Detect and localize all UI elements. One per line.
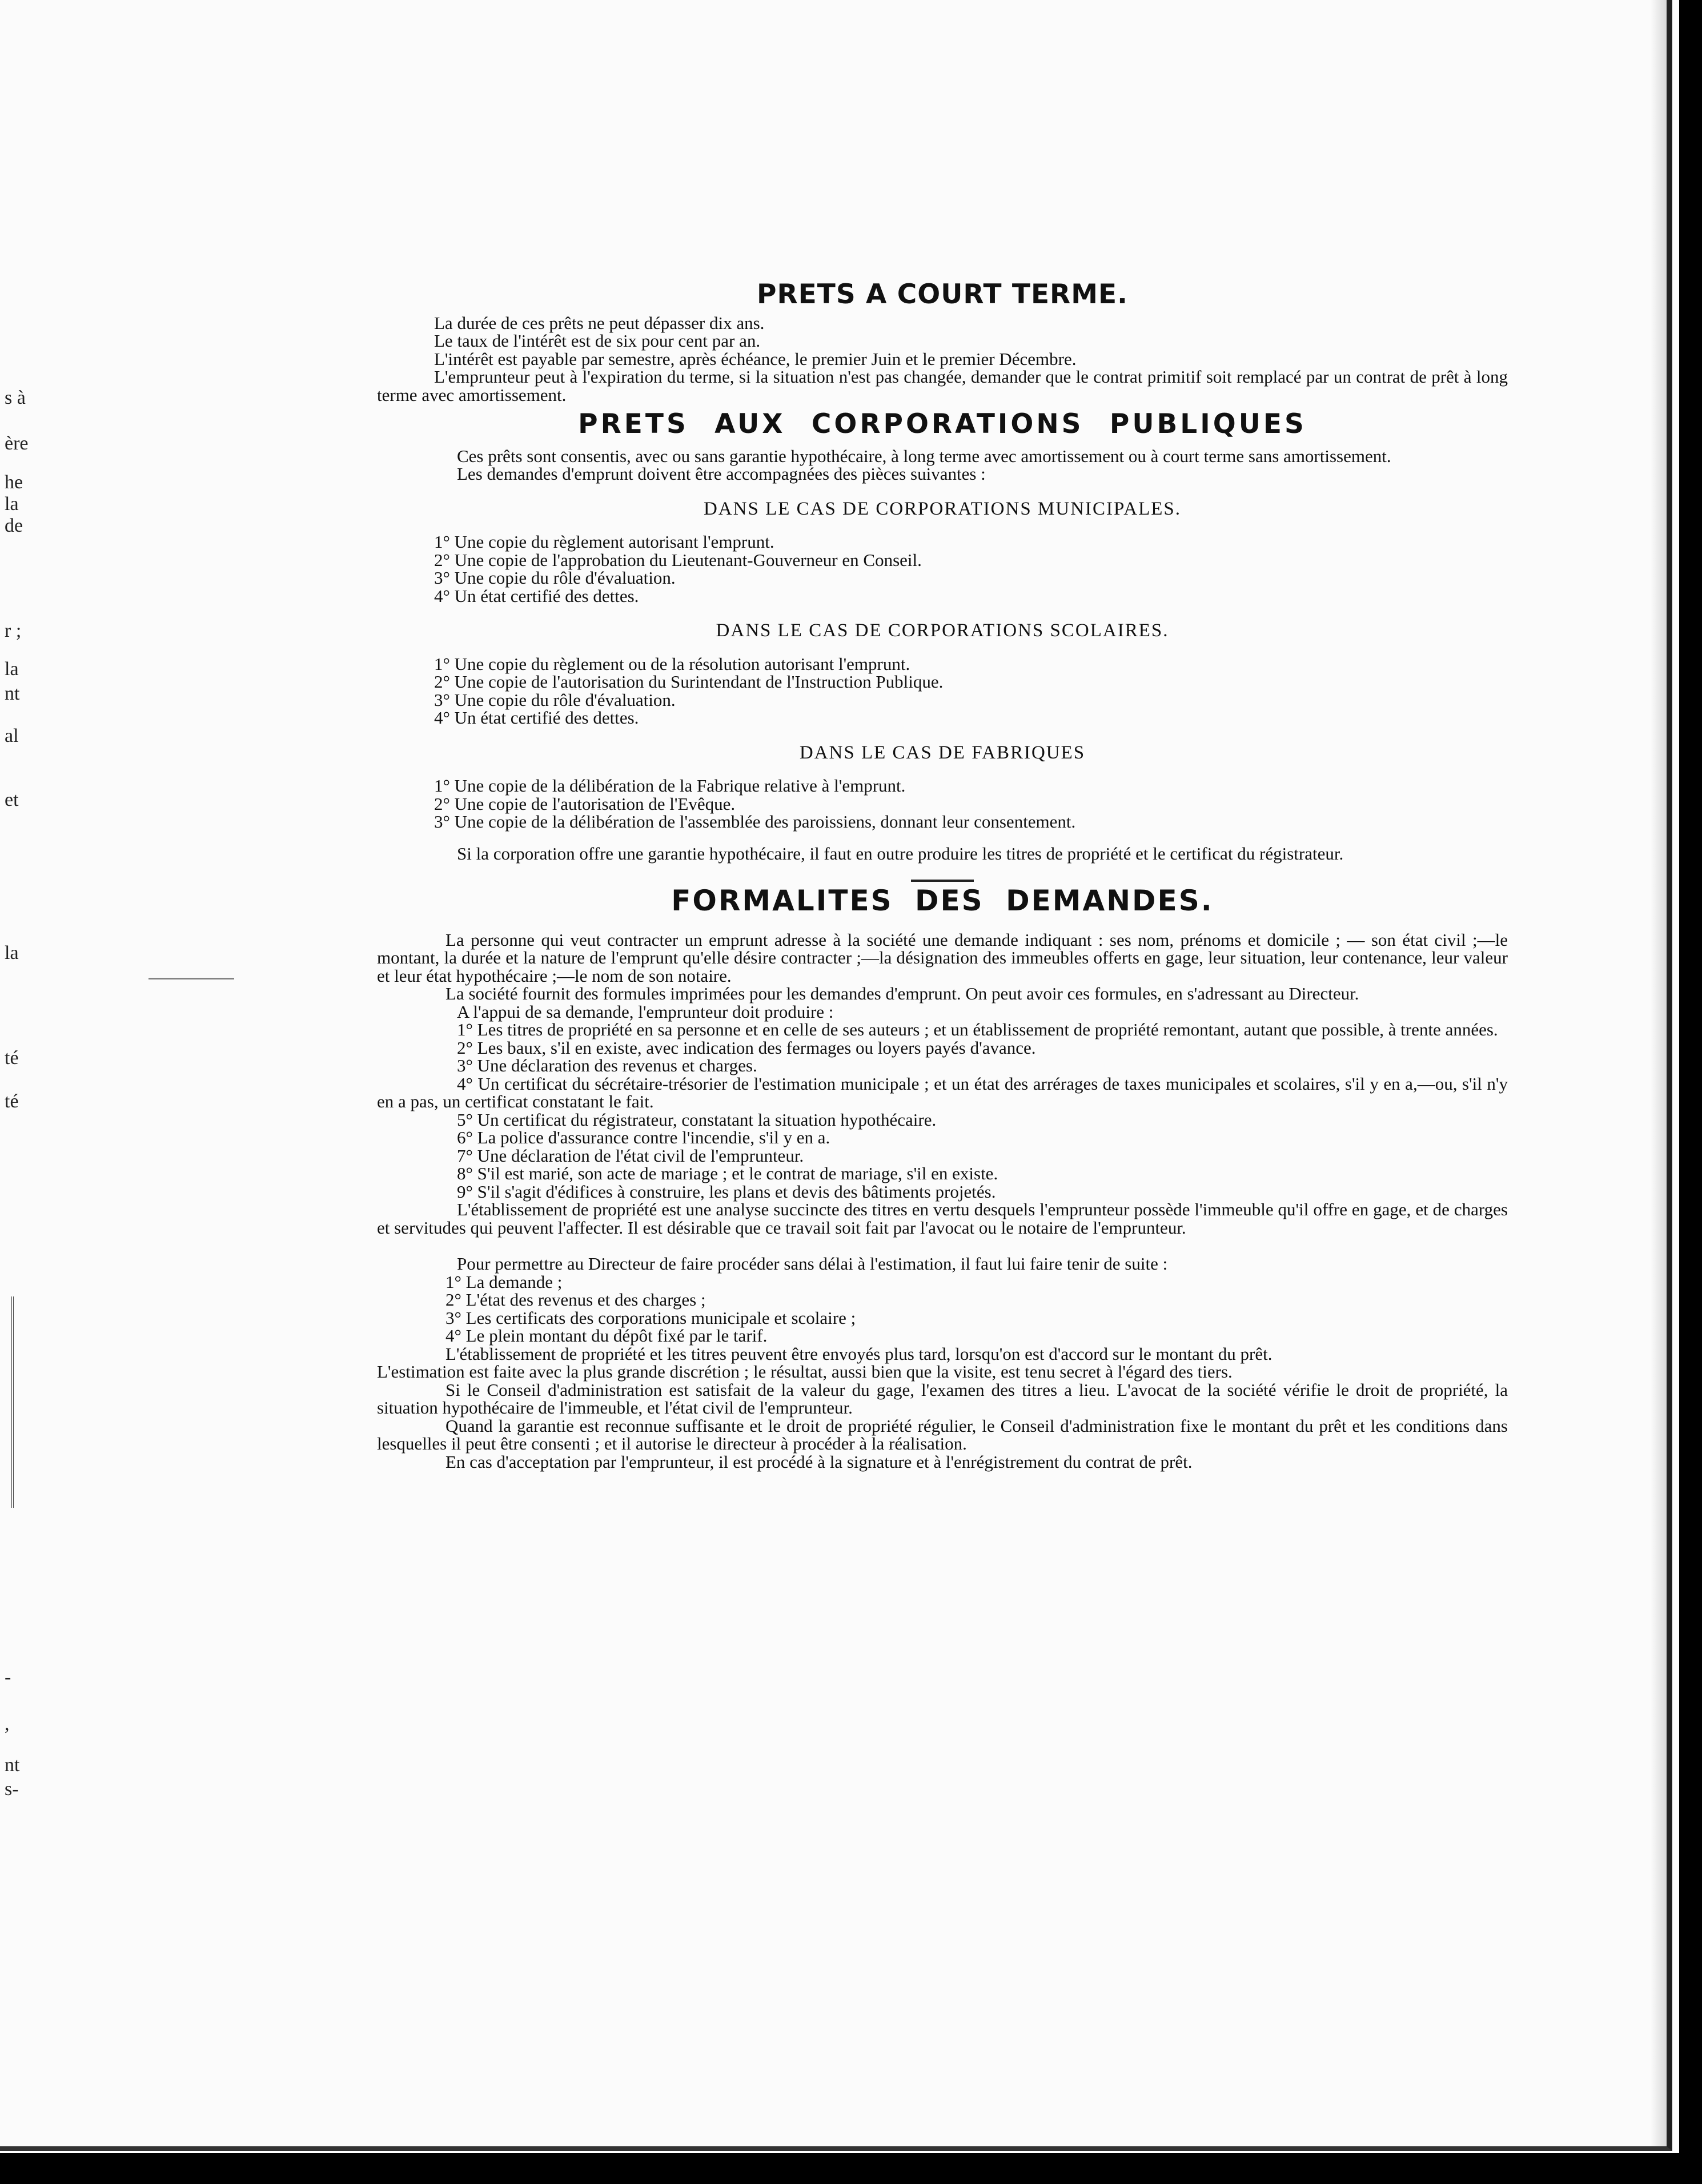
list-item: 8° S'il est marié, son acte de mariage ; et le contrat de mariage, s'il en existe. bbox=[457, 1163, 998, 1183]
list-item: 2° Une copie de l'autorisation de l'Evêque. bbox=[434, 793, 736, 814]
list-item: 1° Les titres de propriété en sa personne et en celle de ses auteurs ; et un établissement de propriété remontant, autant que possible, à trente années. bbox=[457, 1019, 1498, 1039]
list-item: 1° La demande ; bbox=[445, 1271, 563, 1292]
formalites-paragraph: Pour permettre au Directeur de faire procéder sans délai à l'estimation, il faut lui faire tenir de suite : bbox=[457, 1254, 1168, 1274]
list-item: 3° Une déclaration des revenus et charges. bbox=[457, 1055, 757, 1075]
court-terme-paragraph: L'emprunteur peut à l'expiration du terme, si la situation n'est pas changée, demander que le contrat primitif soit remplacé par un contrat de prêt à long terme avec amortissement. bbox=[377, 367, 1508, 405]
formalites-paragraph: L'établissement de propriété et les titres peuvent être envoyés plus tard, lorsqu'on est d'accord sur le montant du prêt. bbox=[445, 1343, 1273, 1364]
margin-fragment: s à bbox=[5, 387, 26, 408]
pieces-list bbox=[377, 1021, 1508, 1201]
list-item: 1° Une copie de la délibération de la Fabrique relative à l'emprunt. bbox=[434, 776, 906, 796]
subheading-municipales: DANS LE CAS DE CORPORATIONS MUNICIPALES. bbox=[703, 498, 1182, 519]
municipales-list bbox=[377, 533, 1508, 605]
court-terme-line: La durée de ces prêts ne peut dépasser dix ans. bbox=[434, 312, 765, 333]
margin-frame-line bbox=[0, 1296, 14, 1508]
margin-fragment: la bbox=[5, 942, 19, 963]
formalites-paragraph: L'estimation est faite avec la plus grande discrétion ; le résultat, aussi bien que la visite, est tenu secret à l'égard des tiers. bbox=[377, 1362, 1233, 1382]
margin-fragment: de bbox=[5, 515, 23, 536]
margin-fragment: ère bbox=[5, 433, 29, 454]
list-item: 3° Une copie de la délibération de l'assemblée des paroissiens, donnant leur consentement. bbox=[434, 812, 1076, 832]
margin-fragment: nt bbox=[5, 1755, 20, 1776]
corporations-intro: Ces prêts sont consentis, avec ou sans garantie hypothécaire, à long terme avec amortissement ou à court terme sans amortissement. bbox=[457, 445, 1391, 466]
formalites-paragraph: Quand la garantie est reconnue suffisante et le droit de propriété régulier, le Conseil d'administration fixe le montant du prêt et les conditions dans lesquelles il peut être consenti ; et il autorise le directeur à procéder à la réalisation. bbox=[377, 1415, 1508, 1454]
formalites-paragraph: La personne qui veut contracter un emprunt adresse à la société une demande indiquant : ses nom, prénoms et domicile ; — son état civil ;—le montant, la durée et la nature de l'emprunt qu'elle désire contracter ;—la désignation des immeubles offerts en gage, leur situation, leur contenance, leur valeur et leur état hypothécaire ;—le nom de son notaire. bbox=[377, 929, 1508, 986]
margin-fragment: nt bbox=[5, 683, 20, 704]
scan-border-right bbox=[1679, 0, 1702, 2184]
subheading-fabriques: DANS LE CAS DE FABRIQUES bbox=[799, 742, 1086, 763]
previous-page-margin bbox=[0, 0, 46, 2146]
list-item: 4° Un certificat du sécrétaire-trésorier de l'estimation municipale ; et un état des arrérages de taxes municipales et scolaires, s'il y en a,—ou, s'il n'y en a pas, un certificat constatant le fait. bbox=[377, 1073, 1508, 1111]
margin-fragment: - bbox=[5, 1667, 11, 1688]
margin-fragment: et bbox=[5, 789, 19, 810]
list-item: 2° Les baux, s'il en existe, avec indication des fermages ou loyers payés d'avance. bbox=[457, 1037, 1036, 1058]
list-item: 4° Le plein montant du dépôt fixé par le tarif. bbox=[445, 1326, 768, 1346]
court-terme-block bbox=[377, 314, 1508, 368]
margin-fragment: té bbox=[5, 1047, 19, 1069]
heading-prets-court-terme: PRETS A COURT TERME. bbox=[757, 279, 1128, 310]
margin-fragment: , bbox=[5, 1713, 10, 1735]
formalites-paragraph: A l'appui de sa demande, l'emprunteur doit produire : bbox=[457, 1001, 834, 1022]
list-item: 3° Les certificats des corporations municipale et scolaire ; bbox=[445, 1307, 856, 1328]
formalites-paragraph: Si le Conseil d'administration est satisfait de la valeur du gage, l'examen des titres a lieu. L'avocat de la société vérifie le droit de propriété, la situation hypothécaire de l'immeuble, et l'état civil de l'emprunteur. bbox=[377, 1379, 1508, 1418]
list-item: 4° Un état certifié des dettes. bbox=[434, 585, 639, 606]
list-item: 5° Un certificat du régistrateur, constatant la situation hypothécaire. bbox=[457, 1109, 937, 1130]
margin-fragment: al bbox=[5, 725, 19, 746]
list-item: 1° Une copie du règlement ou de la résolution autorisant l'emprunt. bbox=[434, 653, 910, 674]
page-content bbox=[377, 279, 1508, 1472]
margin-fragment: r ; bbox=[5, 620, 22, 641]
margin-dash bbox=[148, 978, 234, 979]
court-terme-line: Le taux de l'intérêt est de six pour cent par an. bbox=[434, 331, 761, 351]
list-item: 3° Une copie du rôle d'évaluation. bbox=[434, 689, 676, 710]
heading-formalites: FORMALITES DES DEMANDES. bbox=[671, 884, 1214, 917]
formalites-paragraph: En cas d'acceptation par l'emprunteur, il est procédé à la signature et à l'enrégistrement du contrat de prêt. bbox=[445, 1451, 1193, 1472]
scolaires-list bbox=[377, 655, 1508, 727]
list-item: 3° Une copie du rôle d'évaluation. bbox=[434, 568, 676, 588]
list-item: 2° L'état des revenus et des charges ; bbox=[445, 1290, 706, 1310]
margin-fragment: s- bbox=[5, 1778, 19, 1800]
list-item: 6° La police d'assurance contre l'incendie, s'il y en a. bbox=[457, 1127, 830, 1147]
list-item: 7° Une déclaration de l'état civil de l'emprunteur. bbox=[457, 1145, 804, 1166]
margin-fragment: la bbox=[5, 659, 19, 680]
court-terme-line: L'intérêt est payable par semestre, après échéance, le premier Juin et le premier Décembre. bbox=[434, 348, 1077, 369]
scan-border-bottom bbox=[0, 2153, 1702, 2184]
corporations-intro-pieces: Les demandes d'emprunt doivent être accompagnées des pièces suivantes : bbox=[457, 464, 986, 484]
margin-fragment: he bbox=[5, 472, 23, 493]
fabriques-list bbox=[377, 777, 1508, 831]
heading-prets-corporations: PRETS AUX CORPORATIONS PUBLIQUES bbox=[578, 408, 1307, 440]
list-item: 9° S'il s'agit d'édifices à construire, les plans et devis des bâtiments projetés. bbox=[457, 1181, 996, 1202]
section-divider bbox=[911, 880, 974, 882]
corporations-closing: Si la corporation offre une garantie hypothécaire, il faut en outre produire les titres de propriété et le certificat du régistrateur. bbox=[457, 843, 1344, 864]
formalites-paragraph: La société fournit des formules imprimées pour les demandes d'emprunt. On peut avoir ces formules, en s'adressant au Directeur. bbox=[445, 983, 1359, 1003]
list-item: 4° Un état certifié des dettes. bbox=[434, 708, 639, 728]
list-item: 1° Une copie du règlement autorisant l'emprunt. bbox=[434, 532, 774, 552]
page-edge-shadow bbox=[1651, 0, 1667, 2146]
margin-fragment: té bbox=[5, 1091, 19, 1112]
margin-fragment: la bbox=[5, 493, 19, 515]
estimation-list bbox=[377, 1273, 1508, 1345]
list-item: 2° Une copie de l'approbation du Lieutenant-Gouverneur en Conseil. bbox=[434, 549, 922, 570]
subheading-scolaires: DANS LE CAS DE CORPORATIONS SCOLAIRES. bbox=[716, 620, 1169, 641]
list-item: 2° Une copie de l'autorisation du Surintendant de l'Instruction Publique. bbox=[434, 672, 944, 692]
formalites-paragraph: L'établissement de propriété est une analyse succincte des titres en vertu desquels l'emprunteur possède l'immeuble qu'il offre en gage, et de charges et servitudes qui peuvent l'affecter. Il est désirable que ce travail soit fait par l'avocat ou le notaire de l'emprunteur. bbox=[377, 1199, 1508, 1238]
